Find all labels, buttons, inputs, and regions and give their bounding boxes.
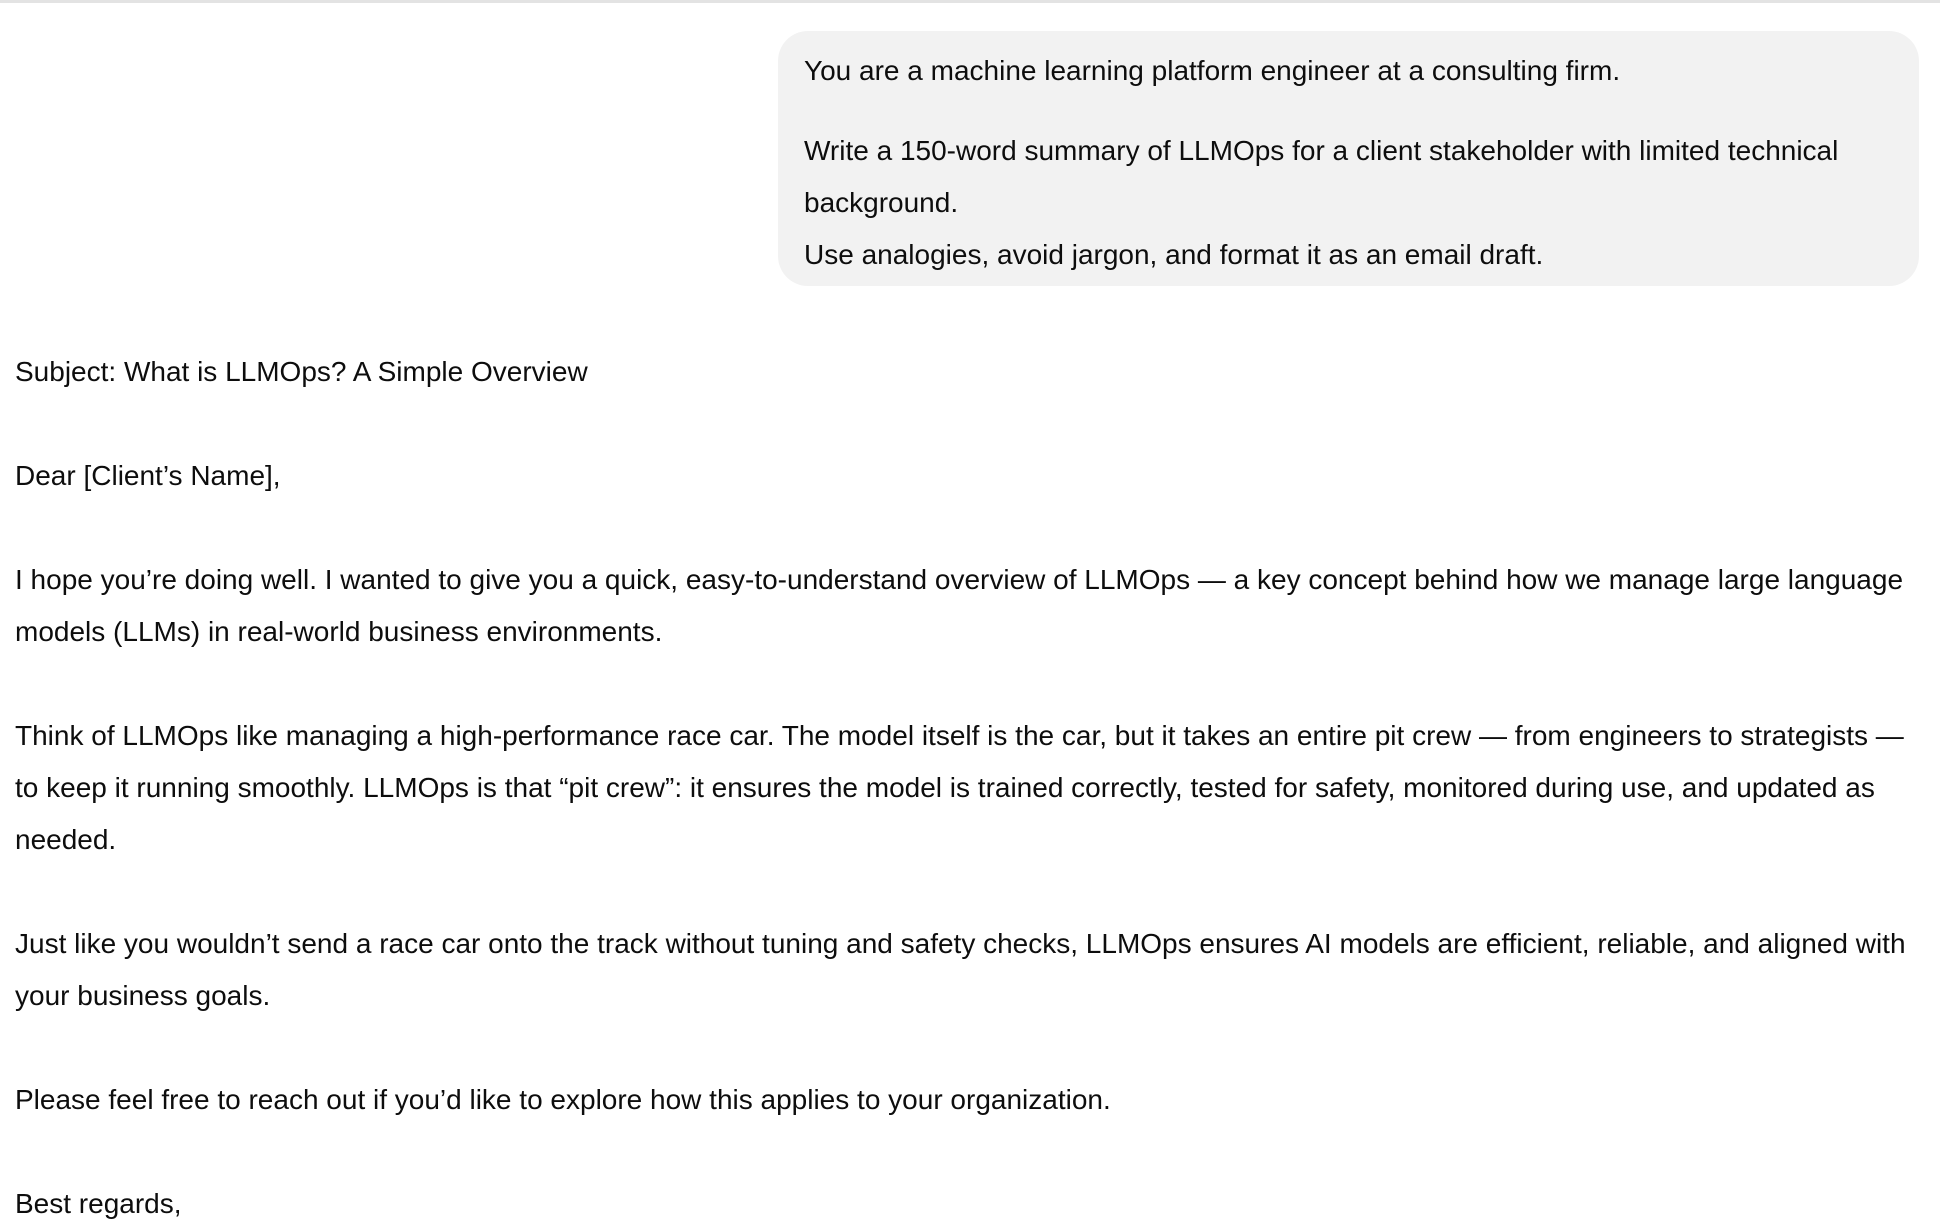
email-subject: Subject: What is LLMOps? A Simple Overview [15, 356, 588, 387]
user-message-line: Write a 150-word summary of LLMOps for a client stakeholder with limited technical [804, 135, 1839, 166]
email-paragraph: Please feel free to reach out if you’d like to explore how this applies to your organization. [15, 1084, 1111, 1115]
user-message-bubble [778, 31, 1919, 286]
assistant-message [15, 346, 1920, 1230]
email-paragraph: I hope you’re doing well. I wanted to give you a quick, easy-to-understand overview of LLMOps — a key concept behind how we manage large language models (LLMs) in real-world business environments. [15, 564, 1904, 647]
email-greeting: Dear [Client’s Name], [15, 460, 281, 491]
email-closing: Best regards, [15, 1188, 182, 1219]
user-message-line: You are a machine learning platform engineer at a consulting firm. [804, 55, 1621, 86]
email-paragraph: Just like you wouldn’t send a race car onto the track without tuning and safety checks, LLMOps ensures AI models are efficient, reliable, and aligned with your business goals. [15, 928, 1906, 1011]
user-message-line: Use analogies, avoid jargon, and format it as an email draft. [804, 239, 1544, 270]
user-message-line: background. [804, 187, 959, 218]
top-divider [0, 0, 1940, 3]
email-paragraph: Think of LLMOps like managing a high-performance race car. The model itself is the car, but it takes an entire pit crew — from engineers to strategists — to keep it running smoothly. LLMOps is that “pit crew”: it ensures the model is trained correctly, tested for safety, monitored during use, and updated as needed. [15, 720, 1904, 855]
